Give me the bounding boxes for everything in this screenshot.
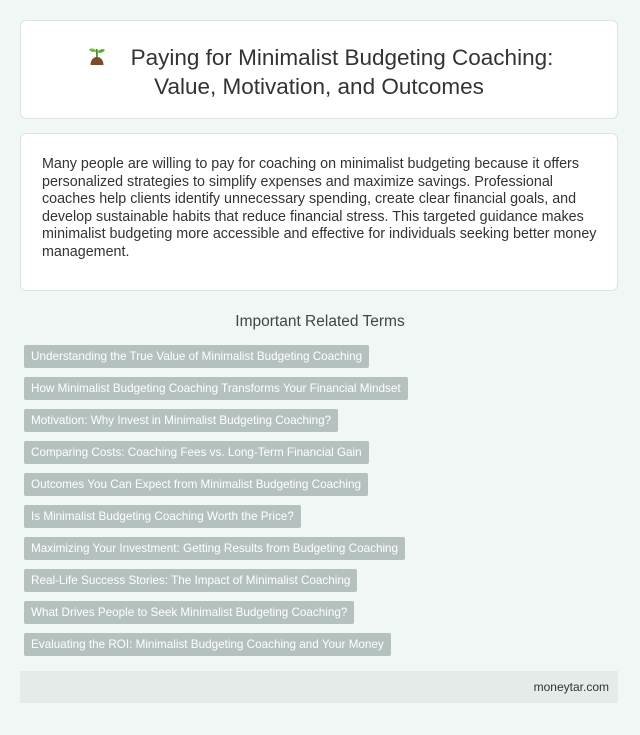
related-term-tag[interactable]: What Drives People to Seek Minimalist Budgeting Coaching? (24, 601, 354, 624)
intro-paragraph: Many people are willing to pay for coaching on minimalist budgeting because it offers personalized strategies to simplify expenses and maximize savings. Professional coaches help clients identify unnecessary spending, create clear financial goals, and develop sustainable habits that reduce financial stress. This targeted guidance makes minimalist budgeting more accessible and effective for individuals seeking better money management. (42, 156, 597, 260)
related-terms-list (24, 345, 408, 665)
related-term-tag[interactable]: How Minimalist Budgeting Coaching Transforms Your Financial Mindset (24, 377, 408, 400)
related-term-tag[interactable]: Evaluating the ROI: Minimalist Budgeting Coaching and Your Money (24, 633, 391, 656)
related-term-tag[interactable]: Is Minimalist Budgeting Coaching Worth the Price? (24, 505, 301, 528)
related-term-tag[interactable]: Real-Life Success Stories: The Impact of Minimalist Coaching (24, 569, 357, 592)
sprout-icon (85, 44, 109, 68)
title-line-1: Paying for Minimalist Budgeting Coaching: (130, 45, 554, 70)
title-line-2: Value, Motivation, and Outcomes (154, 74, 484, 99)
footer-bar (20, 671, 618, 703)
related-terms-heading: Important Related Terms (235, 313, 405, 330)
page-title (21, 43, 617, 101)
footer-site-link[interactable]: moneytar.com (533, 680, 609, 694)
related-term-tag[interactable]: Motivation: Why Invest in Minimalist Budgeting Coaching? (24, 409, 338, 432)
intro-card (20, 133, 618, 291)
related-term-tag[interactable]: Outcomes You Can Expect from Minimalist Budgeting Coaching (24, 473, 368, 496)
related-term-tag[interactable]: Understanding the True Value of Minimalist Budgeting Coaching (24, 345, 369, 368)
related-term-tag[interactable]: Comparing Costs: Coaching Fees vs. Long-Term Financial Gain (24, 441, 369, 464)
header-card (20, 20, 618, 119)
related-term-tag[interactable]: Maximizing Your Investment: Getting Results from Budgeting Coaching (24, 537, 405, 560)
